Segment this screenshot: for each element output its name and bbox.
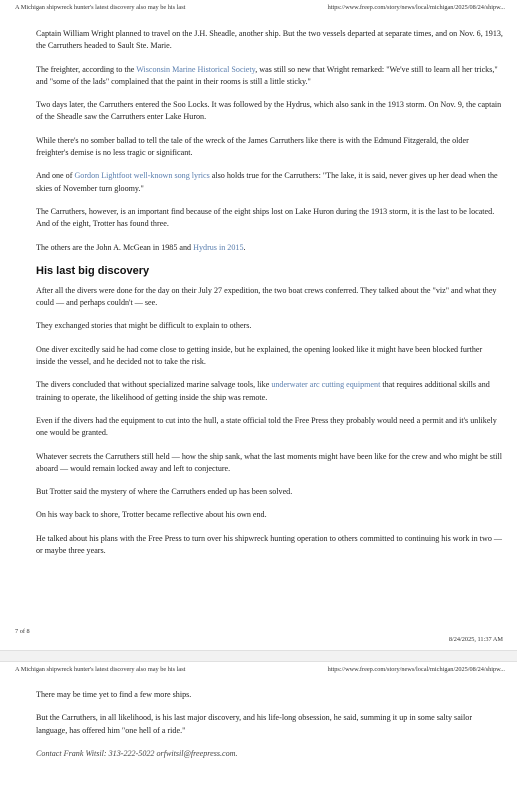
print-header bbox=[15, 666, 505, 678]
page-number: 7 of 8 bbox=[15, 628, 30, 635]
paragraph: Two days later, the Carruthers entered the Soo Locks. It was followed by the Hydrus, which also sank in the 1913 storm. On Nov. 9, the captain of the Sheadle saw the Carruthers enter Lake Huron. bbox=[36, 100, 502, 122]
link-hydrus-2015[interactable]: Hydrus in 2015 bbox=[193, 242, 244, 252]
header-title: A Michigan shipwreck hunter's latest discovery also may be his last bbox=[15, 666, 186, 673]
paragraph bbox=[36, 242, 503, 254]
print-header bbox=[15, 4, 505, 16]
contact-line: Contact Frank Witsil: 313-222-5022 orfwitsil@freepress.com. bbox=[36, 748, 238, 758]
header-url: https://www.freep.com/story/news/local/michigan/2025/08/24/shipw... bbox=[327, 666, 505, 673]
text-span: , was still so new that Wright remarked: "We've still to learn all her tricks," and "some of the lads" complained that the paint in their rooms is still a little sticky." bbox=[36, 64, 498, 86]
link-underwater-arc-cutting[interactable]: underwater arc cutting equipment bbox=[271, 380, 381, 390]
paragraph: After all the divers were done for the day on their July 27 expedition, the two boat crews conferred. They talked about the "viz" and what they could — and perhaps couldn't — see. bbox=[36, 285, 497, 308]
article-body bbox=[36, 689, 503, 771]
text-span: . bbox=[243, 242, 246, 252]
text-span: also holds true for the Carruthers: "The lake, it is said, never gives up her dead when the skies of November turn gloomy." bbox=[36, 171, 498, 193]
paragraph: The Carruthers, however, is an important find because of the eight ships lost on Lake Huron during the 1913 storm, it is the last to be located. And of the eight, Trotter has found three. bbox=[36, 206, 495, 229]
paragraph: They exchanged stories that might be difficult to explain to others. bbox=[36, 321, 252, 331]
paragraph: He talked about his plans with the Free Press to turn over his shipwreck hunting operation to others committed to continuing his work in two — or maybe three years. bbox=[36, 533, 502, 556]
paragraph: One diver excitedly said he had come close to getting inside, but he explained, the opening looked like it might have been blocked further inside the vessel, and he decided not to take the risk. bbox=[36, 344, 483, 367]
paragraph: There may be time yet to find a few more ships. bbox=[36, 690, 192, 699]
text-span: The freighter, according to the bbox=[36, 64, 137, 74]
text-span: The others are the John A. McGean in 1985 and bbox=[36, 242, 194, 252]
header-title: A Michigan shipwreck hunter's latest discovery also may be his last bbox=[15, 4, 186, 11]
text-span: And one of bbox=[36, 171, 75, 181]
print-timestamp: 8/24/2025, 11:37 AM bbox=[448, 636, 503, 643]
paragraph: On his way back to shore, Trotter became reflective about his own end. bbox=[36, 510, 267, 520]
paragraph bbox=[36, 64, 503, 89]
section-heading: His last big discovery bbox=[36, 264, 150, 277]
paragraph: While there's no somber ballad to tell the tale of the wreck of the James Carruthers like there is with the Edmund Fitzgerald, the older freighter's demise is no less tragic or significant. bbox=[36, 135, 469, 158]
paragraph: But Trotter said the mystery of where the Carruthers ended up has been solved. bbox=[36, 487, 293, 497]
paragraph: But the Carruthers, in all likelihood, is his last major discovery, and his life-long obsession, he said, summing it up in some salty sailor language, has offered him "one hell of a ride." bbox=[36, 713, 473, 735]
text-span: that requires additional skills and training to operate, the likelihood of getting inside the ship was remote. bbox=[36, 380, 490, 402]
paragraph: Even if the divers had the equipment to cut into the hull, a state official told the Free Press they probably would need a permit and it's unlikely one would be granted. bbox=[36, 415, 497, 438]
print-page-8 bbox=[0, 662, 517, 800]
article-body bbox=[36, 28, 503, 568]
paragraph bbox=[36, 170, 503, 195]
header-url: https://www.freep.com/story/news/local/michigan/2025/08/24/shipw... bbox=[327, 4, 505, 11]
paragraph bbox=[36, 379, 503, 404]
paragraph: Captain William Wright planned to travel on the J.H. Sheadle, another ship. But the two vessels departed at separate times, and on Nov. 6, 1913, the Carruthers headed to Sault Ste. Marie. bbox=[36, 29, 503, 51]
link-wisconsin-marine-historical-society[interactable]: Wisconsin Marine Historical Society bbox=[136, 64, 256, 74]
text-span: The divers concluded that without specialized marine salvage tools, like bbox=[36, 380, 272, 390]
link-gordon-lightfoot-lyrics[interactable]: Gordon Lightfoot well-known song lyrics bbox=[74, 171, 210, 181]
paragraph: Whatever secrets the Carruthers still held — how the ship sank, what the last moments might have been like for the crew and who might be still aboard — would remain locked away and left to conjecture. bbox=[36, 451, 502, 473]
